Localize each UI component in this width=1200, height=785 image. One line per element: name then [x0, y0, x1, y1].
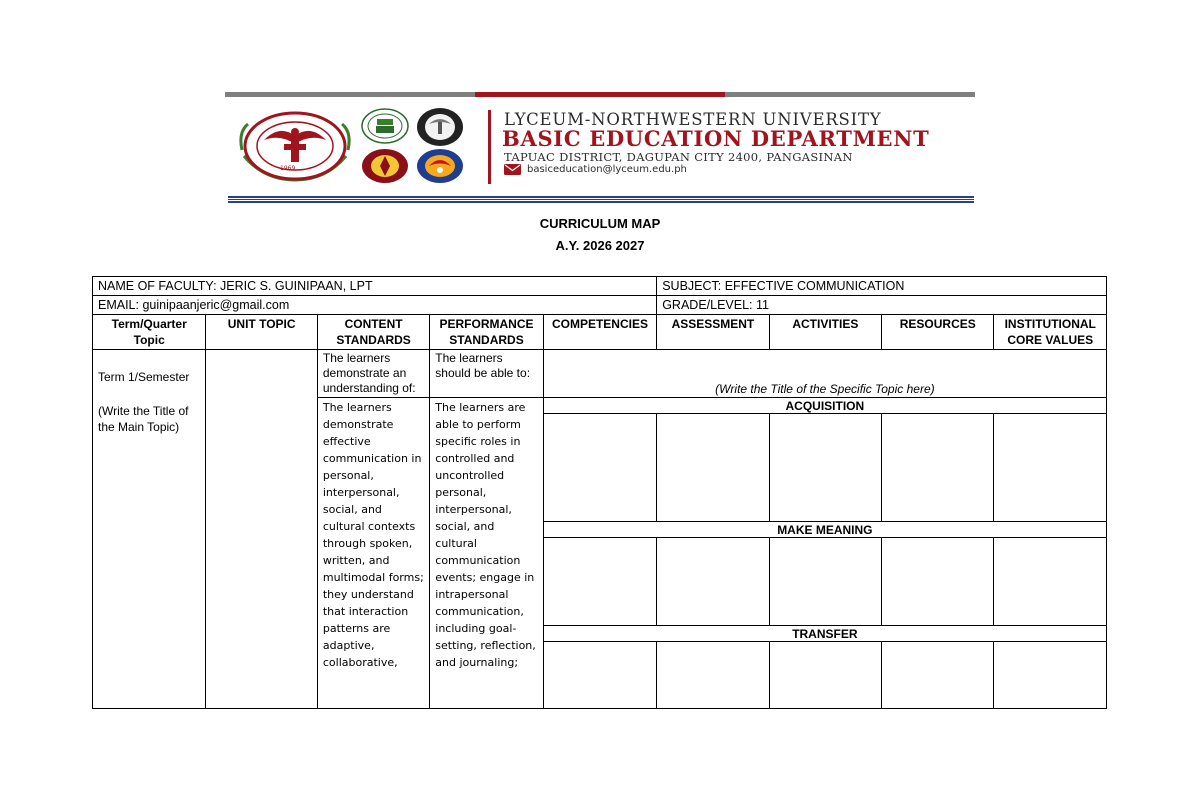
transfer-core-values-cell[interactable]	[994, 642, 1107, 709]
svg-text:1969: 1969	[280, 165, 296, 172]
header-rule-red	[228, 199, 974, 200]
acquisition-core-values-cell[interactable]	[994, 414, 1107, 522]
term-cell	[93, 350, 206, 709]
maroon-seal-logo	[360, 148, 410, 184]
performance-standard-text: The learners are able to perform specific roles in controlled and uncontrolled personal, interpersonal, social, and cultural communication events; engage in intrapersonal communication, including goal-setting, reflection, and journaling;	[430, 398, 543, 709]
acquisition-assessment-cell[interactable]	[657, 414, 769, 522]
content-standards-intro: The learners demonstrate an understanding of:	[317, 350, 429, 398]
col-resources: RESOURCES	[882, 315, 994, 350]
make-meaning-core-values-cell[interactable]	[994, 538, 1107, 626]
academic-year: A.Y. 2026 2027	[555, 238, 645, 253]
header-divider	[488, 110, 491, 184]
col-competencies: COMPETENCIES	[543, 315, 656, 350]
department-email[interactable]: basiceducation@lyceum.edu.ph	[527, 164, 687, 175]
header-bar-left	[225, 92, 475, 97]
transfer-competencies-cell[interactable]	[543, 642, 656, 709]
col-content-standards: CONTENT STANDARDS	[317, 315, 429, 350]
curriculum-map-table	[92, 276, 1107, 709]
subject-name: SUBJECT: EFFECTIVE COMMUNICATION	[657, 277, 1107, 296]
header-bar-center	[475, 92, 725, 97]
col-unit-topic: UNIT TOPIC	[206, 315, 317, 350]
specific-topic-placeholder: (Write the Title of the Specific Topic here)	[543, 350, 1106, 398]
make-meaning-activities-cell[interactable]	[769, 538, 881, 626]
transfer-heading: TRANSFER	[543, 626, 1106, 642]
header-rule-blue-bottom	[228, 201, 974, 203]
mail-icon	[504, 164, 521, 175]
acquisition-heading: ACQUISITION	[543, 398, 1106, 414]
transfer-assessment-cell[interactable]	[657, 642, 769, 709]
university-seal-logo	[234, 110, 356, 182]
acquisition-competencies-cell[interactable]	[543, 414, 656, 522]
department-name: BASIC EDUCATION DEPARTMENT	[502, 126, 930, 151]
col-performance-standards: PERFORMANCE STANDARDS	[430, 315, 543, 350]
faculty-name: NAME OF FACULTY: JERIC S. GUINIPAAN, LPT	[93, 277, 657, 296]
col-core-values: INSTITUTIONAL CORE VALUES	[994, 315, 1107, 350]
col-assessment: ASSESSMENT	[657, 315, 769, 350]
grade-level: GRADE/LEVEL: 11	[657, 296, 1107, 315]
acquisition-resources-cell[interactable]	[882, 414, 994, 522]
term-label: Term 1/Semester	[98, 370, 190, 384]
header-rule-blue-top	[228, 196, 974, 198]
main-topic-placeholder: (Write the Title of the Main Topic)	[98, 404, 189, 434]
department-email-row	[504, 164, 687, 175]
make-meaning-assessment-cell[interactable]	[657, 538, 769, 626]
performance-standards-intro: The learners should be able to:	[430, 350, 543, 398]
col-activities: ACTIVITIES	[769, 315, 881, 350]
black-seal-logo	[415, 106, 465, 142]
faculty-email: EMAIL: guinipaanjeric@gmail.com	[93, 296, 657, 315]
transfer-resources-cell[interactable]	[882, 642, 994, 709]
header-bar-right	[725, 92, 975, 97]
make-meaning-resources-cell[interactable]	[882, 538, 994, 626]
transfer-activities-cell[interactable]	[769, 642, 881, 709]
col-term-quarter: Term/Quarter Topic	[93, 315, 206, 350]
content-standard-text: The learners demonstrate effective communication in personal, interpersonal, social, and cultural contexts through spoken, written, and multimodal forms; they understand that interaction patterns are adaptive, collaborative,	[317, 398, 429, 709]
university-name: LYCEUM-NORTHWESTERN UNIVERSITY	[504, 110, 882, 129]
green-seal-logo	[360, 108, 410, 144]
department-address: TAPUAC DISTRICT, DAGUPAN CITY 2400, PANGASINAN	[504, 150, 853, 164]
acquisition-activities-cell[interactable]	[769, 414, 881, 522]
document-title: CURRICULUM MAP	[539, 216, 661, 231]
unit-topic-cell[interactable]	[206, 350, 317, 709]
make-meaning-heading: MAKE MEANING	[543, 522, 1106, 538]
make-meaning-competencies-cell[interactable]	[543, 538, 656, 626]
blue-seal-logo	[415, 148, 465, 184]
